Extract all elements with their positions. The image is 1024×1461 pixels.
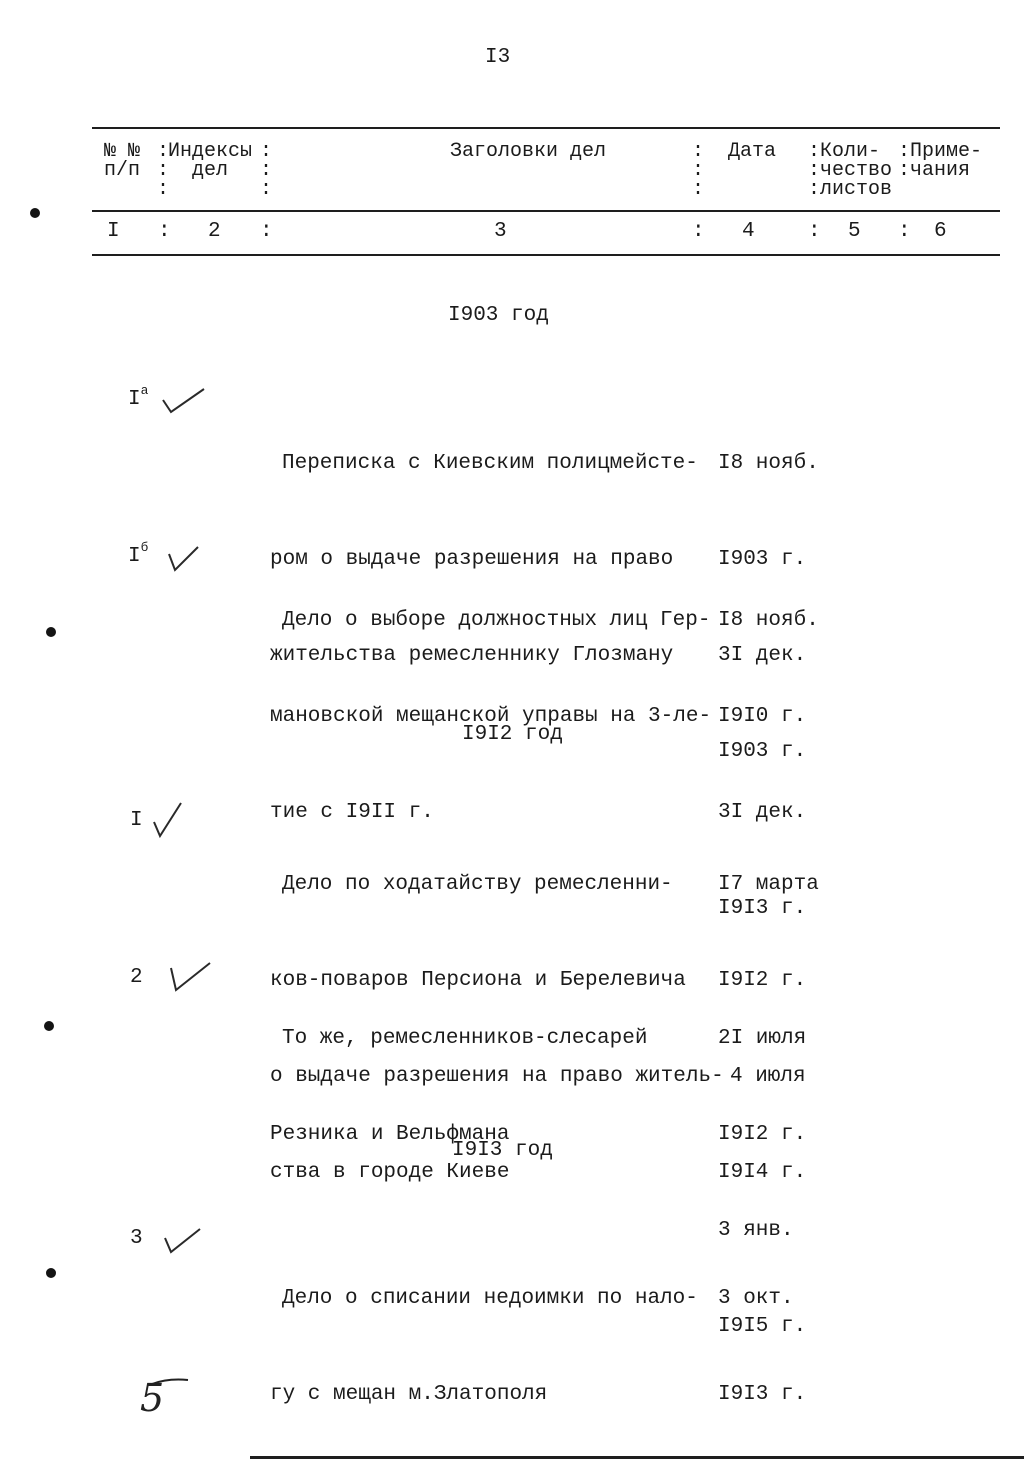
title-line: Резника и Вельфмана bbox=[270, 1123, 510, 1146]
date-line: 4 июля bbox=[730, 1065, 806, 1088]
handwritten-sheet-count: 5 bbox=[140, 1376, 165, 1420]
binding-hole-icon bbox=[46, 627, 56, 637]
title-line: о выдаче разрешения на право житель- bbox=[270, 1065, 724, 1088]
header-separator: : : : bbox=[808, 140, 821, 201]
header-separator: : : : bbox=[692, 140, 705, 201]
date-line: I9I3 г. bbox=[718, 1383, 807, 1406]
header-separator: : : bbox=[898, 140, 911, 182]
header-col5-line2: чество bbox=[820, 159, 893, 182]
check-mark-icon bbox=[168, 960, 212, 994]
record-number bbox=[128, 541, 148, 574]
row-separator: : bbox=[898, 220, 911, 243]
col-number-5: 5 bbox=[848, 220, 861, 243]
date-line: I8 нояб. bbox=[718, 609, 819, 632]
date-line: I903 г. bbox=[718, 548, 807, 571]
header-mid-rule bbox=[92, 210, 1000, 212]
header-separator: : : : bbox=[157, 140, 170, 201]
date-line: 3 янв. bbox=[718, 1219, 794, 1242]
header-col1-line1: № № bbox=[104, 140, 141, 163]
title-line: жительства ремесленнику Глозману bbox=[270, 644, 674, 667]
date-line: I9I0 г. bbox=[718, 705, 807, 728]
date-line: 3I дек. bbox=[718, 644, 807, 667]
header-bottom-rule bbox=[92, 254, 1000, 256]
date-line: I9I5 г. bbox=[718, 1315, 807, 1338]
record-number bbox=[128, 384, 148, 417]
date-line: I8 нояб. bbox=[718, 452, 819, 475]
date-line: 3 окт. bbox=[718, 1287, 794, 1310]
title-line: ков-поваров Персиона и Берелевича bbox=[270, 969, 686, 992]
date-line: 3I дек. bbox=[718, 801, 807, 824]
header-col2-line1: Индексы bbox=[168, 140, 253, 163]
date-line: I903 г. bbox=[718, 740, 807, 763]
header-col6-line2: чания bbox=[910, 159, 971, 182]
record-date bbox=[718, 1219, 806, 1443]
row-separator: : bbox=[158, 220, 171, 243]
title-line: Переписка с Киевским полицмейсте- bbox=[282, 452, 698, 475]
title-line: ства в городе Киеве bbox=[270, 1161, 510, 1184]
record-number-main: 2 bbox=[130, 966, 143, 989]
title-line: гу с мещан м.Златополя bbox=[270, 1383, 548, 1406]
check-mark-icon bbox=[162, 1226, 202, 1256]
header-col5-line3: листов bbox=[820, 178, 893, 201]
col-number-4: 4 bbox=[742, 220, 755, 243]
binding-hole-icon bbox=[46, 1268, 56, 1278]
binding-hole-icon bbox=[30, 208, 40, 218]
record-number-superscript: б bbox=[140, 540, 149, 555]
row-separator: : bbox=[692, 220, 705, 243]
check-mark-icon bbox=[166, 544, 200, 574]
date-line: I9I3 г. bbox=[718, 897, 807, 920]
record-number-main: I bbox=[130, 809, 143, 832]
title-line: мановской мещанской управы на 3-ле- bbox=[270, 705, 712, 728]
bottom-edge-rule bbox=[250, 1456, 1024, 1459]
page-number: I3 bbox=[485, 46, 511, 69]
col-number-3: 3 bbox=[494, 220, 507, 243]
title-line: ром о выдаче разрешения на право bbox=[270, 548, 674, 571]
col-number-1: I bbox=[107, 220, 120, 243]
header-col2-line2: дел bbox=[192, 159, 229, 182]
title-line: Дело о списании недоимки по нало- bbox=[282, 1287, 698, 1310]
header-separator: : : : bbox=[260, 140, 273, 201]
header-top-rule bbox=[92, 127, 1000, 129]
handwritten-stroke-icon bbox=[150, 1376, 190, 1388]
year-heading: I9I2 год bbox=[462, 723, 563, 746]
col-number-6: 6 bbox=[934, 220, 947, 243]
row-separator: : bbox=[260, 220, 273, 243]
binding-hole-icon bbox=[44, 1021, 54, 1031]
record-number bbox=[130, 962, 143, 995]
title-line: тие с I9II г. bbox=[270, 801, 434, 824]
year-heading: I903 год bbox=[448, 304, 549, 327]
year-heading: I9I3 год bbox=[452, 1139, 553, 1162]
header-col6-line1: Приме- bbox=[910, 140, 983, 163]
title-line: Дело по ходатайству ремесленни- bbox=[282, 873, 673, 896]
header-col3: Заголовки дел bbox=[450, 140, 607, 163]
record-number bbox=[130, 1223, 143, 1256]
check-mark-icon bbox=[160, 386, 206, 416]
check-mark-icon bbox=[150, 800, 184, 840]
record-number-main: 3 bbox=[130, 1227, 143, 1250]
record-number-main: I bbox=[128, 388, 141, 411]
record-title bbox=[270, 1219, 698, 1443]
header-col5-line1: Коли- bbox=[820, 140, 881, 163]
date-line: I9I2 г. bbox=[718, 969, 807, 992]
header-col4: Дата bbox=[728, 140, 777, 163]
record-number-main: I bbox=[128, 545, 141, 568]
date-line: 2I июля bbox=[718, 1027, 807, 1050]
date-line: I9I2 г. bbox=[718, 1123, 807, 1146]
title-line: Дело о выборе должностных лиц Гер- bbox=[282, 609, 711, 632]
row-separator: : bbox=[808, 220, 821, 243]
record-number bbox=[130, 805, 143, 838]
header-col1-line2: п/п bbox=[104, 159, 141, 182]
title-line: То же, ремесленников-слесарей bbox=[282, 1027, 648, 1050]
record-number-superscript: а bbox=[140, 383, 149, 398]
date-line: I7 марта bbox=[718, 873, 819, 896]
col-number-2: 2 bbox=[208, 220, 221, 243]
date-line: I9I4 г. bbox=[718, 1161, 807, 1184]
